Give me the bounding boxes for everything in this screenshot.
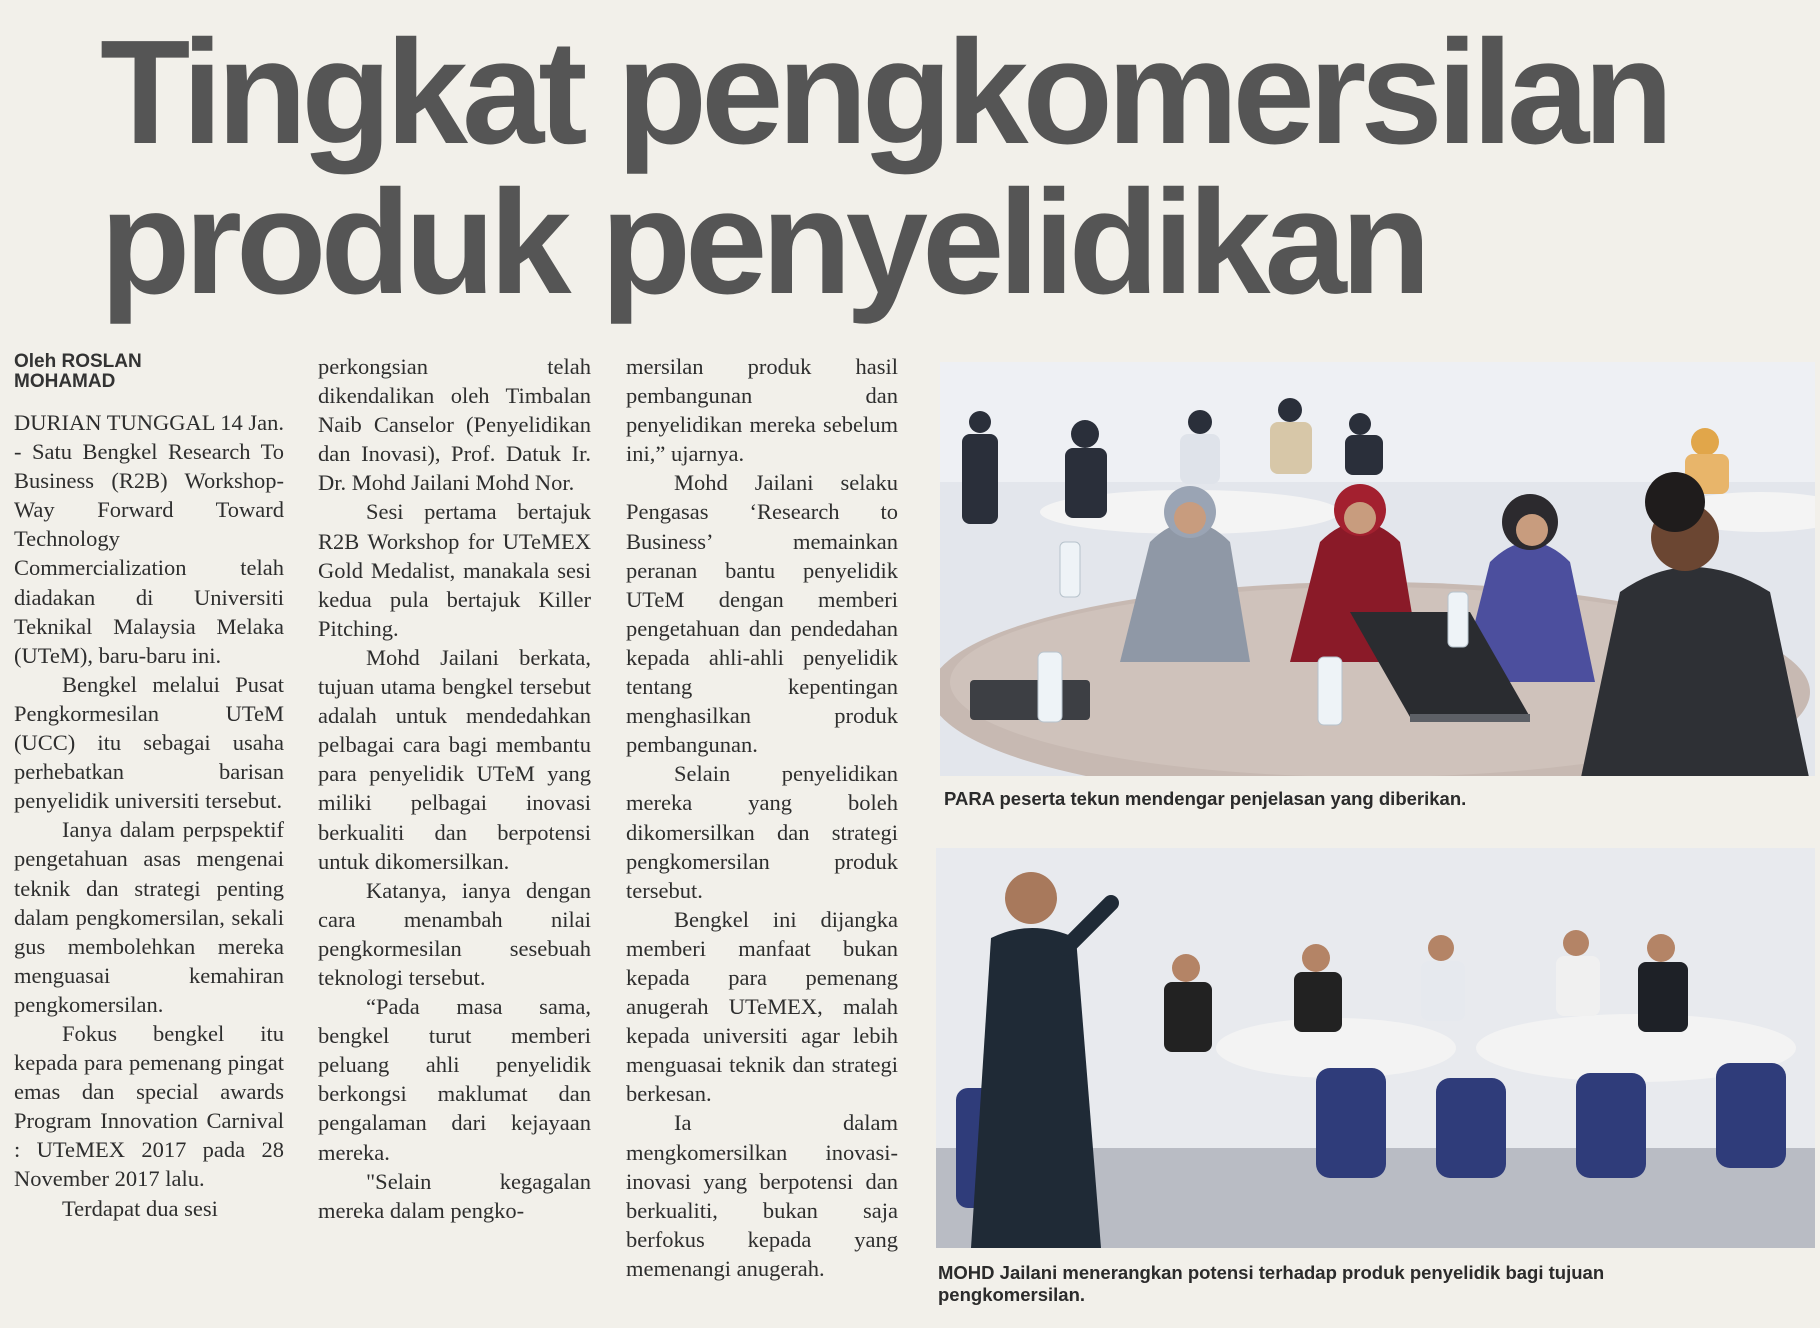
headline — [100, 10, 1800, 325]
paragraph: Selain penyelidikan mereka yang boleh dikomersilkan dan strategi pengkomersilan produk tersebut. — [626, 761, 898, 903]
article-column-1 — [14, 408, 284, 1223]
photo-caption-2: MOHD Jailani menerangkan potensi terhadap produk penyelidik bagi tujuan pengkomersilan. — [938, 1262, 1605, 1305]
paragraph: Terdapat dua sesi — [62, 1195, 218, 1221]
paragraph: Fokus bengkel itu kepada para pemenang pingat emas dan special awards Program Innovation Carnival : UTeMEX 2017 pada 28 November 2017 lalu. — [14, 1020, 284, 1192]
paragraph: Katanya, ianya dengan cara menambah nilai pengkormesilan sesebuah teknologi tersebut. — [318, 877, 591, 990]
paragraph: DURIAN TUNGGAL 14 Jan. - Satu Bengkel Research To Business (R2B) Workshop-Way Forward Toward Technology Commercialization telah diadakan di Universiti Teknikal Malaysia Melaka (UTeM), baru-baru ini. — [14, 410, 284, 668]
paragraph: Bengkel ini dijangka memberi manfaat bukan kepada para pemenang anugerah UTeMEX, malah kepada universiti agar lebih menguasai teknik dan strategi berkesan. — [626, 906, 898, 1107]
paragraph: Mohd Jailani selaku Pengasas ‘Research to Business’ memainkan peranan bantu penyelidik UTeM dengan memberi pengetahuan dan pendedahan kepada ahli-ahli penyelidik tentang kepentingan menghasilkan produk pembangunan. — [626, 470, 898, 758]
paragraph: Mohd Jailani berkata, tujuan utama bengkel tersebut adalah untuk mendedahkan pelbagai cara bagi membantu para penyelidik UTeM yang miliki pelbagai inovasi berkualiti dan berpotensi untuk dikomersilkan. — [318, 644, 591, 874]
headline-line-2: produk penyelidikan — [100, 160, 1426, 325]
photo-caption-1: PARA peserta tekun mendengar penjelasan yang diberikan. — [944, 788, 1467, 809]
paragraph: Bengkel melalui Pusat Pengkormesilan UTeM (UCC) itu sebagai usaha perhebatkan barisan penyelidik universiti tersebut. — [14, 671, 284, 814]
article-column-2 — [318, 352, 591, 1225]
paragraph: mersilan produk hasil pembangunan dan penyelidikan mereka sebelum ini,” ujarnya. — [626, 354, 898, 467]
byline: Oleh ROSLAN MOHAMAD — [14, 351, 142, 392]
paragraph: “Pada masa sama, bengkel turut memberi peluang ahli penyelidik berkongsi maklumat dan pengalaman dari kejayaan mereka. — [318, 994, 591, 1165]
headline-line-1: Tingkat pengkomersilan — [100, 10, 1668, 175]
paragraph: Sesi pertama bertajuk R2B Workshop for UTeMEX Gold Medalist, manakala sesi kedua pula bertajuk Killer Pitching. — [318, 499, 591, 641]
paragraph: perkongsian telah dikendalikan oleh Timbalan Naib Canselor (Penyelidikan dan Inovasi), Prof. Datuk Ir. Dr. Mohd Jailani Mohd Nor. — [318, 354, 591, 496]
photo-participants — [940, 362, 1815, 776]
article-column-3 — [626, 352, 898, 1283]
paragraph: Ianya dalam perpspektif pengetahuan asas mengenai teknik dan strategi penting dalam pengkomersilan, sekali gus membolehkan mereka menguasai kemahiran pengkomersilan. — [14, 817, 284, 1017]
paragraph: "Selain kegagalan mereka dalam pengko- — [318, 1168, 591, 1223]
photo-presenter — [936, 848, 1815, 1248]
paragraph: Ia dalam mengkomersilkan inovasi-inovasi yang berpotensi dan berkualiti, bukan saja berfokus kepada yang memenangi anugerah. — [626, 1110, 898, 1281]
